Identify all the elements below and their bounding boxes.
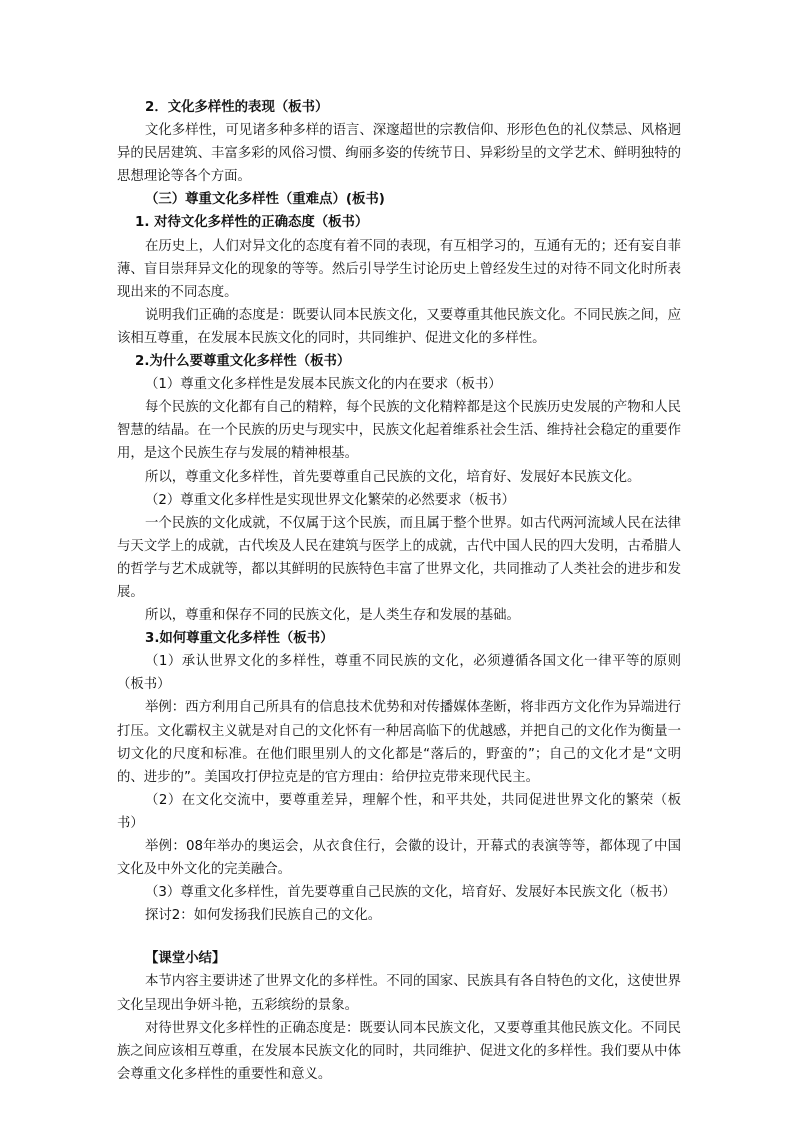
paragraph: （3）尊重文化多样性，首先要尊重自己民族的文化，培育好、发展好本民族文化（板书） xyxy=(145,885,676,901)
paragraph: 文化多样性，可见诸多种多样的语言、深邃超世的宗教信仰、形形色色的礼仪禁忌、风格迥异的民居建筑、丰富多彩的风俗习惯、绚丽多姿的传统节日、异彩纷呈的文学艺术、鲜明独特的思想理论等各个方面。 xyxy=(117,123,681,185)
paragraph: （2）在文化交流中，要尊重差异，理解个性，和平共处，共同促进世界文化的繁荣（板书） xyxy=(117,792,681,831)
paragraph: 在历史上，人们对异文化的态度有着不同的表现，有互相学习的，互通有无的；还有妄自菲薄、盲目崇拜异文化的现象的等等。然后引导学生讨论历史上曾经发生过的对待不同文化时所表现出来的不同态度。 xyxy=(117,238,681,300)
paragraph: （1）尊重文化多样性是发展本民族文化的内在要求（板书） xyxy=(145,377,502,393)
paragraph: 探讨2：如何发扬我们民族自己的文化。 xyxy=(145,908,382,924)
paragraph: 所以，尊重和保存不同的民族文化，是人类生存和发展的基础。 xyxy=(145,608,520,624)
heading-respect-diversity: （三）尊重文化多样性（重难点）(板书) xyxy=(145,192,385,208)
paragraph: 一个民族的文化成就，不仅属于这个民族，而且属于整个世界。如古代两河流域人民在法律与天文学上的成就，古代埃及人民在建筑与医学上的成就，古代中国人民的四大发明，古希腊人的哲学与艺术成就等，都以其鲜明的民族特色丰富了世界文化，共同推动了人类社会的进步和发展。 xyxy=(117,515,681,600)
paragraph: （2）尊重文化多样性是实现世界文化繁荣的必然要求（板书） xyxy=(145,492,516,508)
heading-why-respect: 2.为什么要尊重文化多样性（板书） xyxy=(135,354,351,370)
paragraph: 每个民族的文化都有自己的精粹，每个民族的文化精粹都是这个民族历史发展的产物和人民智慧的结晶。在一个民族的历史与现实中，民族文化起着维系社会生活、维持社会稳定的重要作用，是这个民族生存与发展的精神根基。 xyxy=(117,400,681,462)
paragraph: 对待世界文化多样性的正确态度是：既要认同本民族文化，又要尊重其他民族文化。不同民族之间应该相互尊重，在发展本民族文化的同时，共同维护、促进文化的多样性。我们要从中体会尊重文化多样性的重要性和意义。 xyxy=(117,1020,681,1082)
paragraph: （1）承认世界文化的多样性，尊重不同民族的文化，必须遵循各国文化一律平等的原则（板书） xyxy=(117,654,681,693)
document-body xyxy=(117,96,681,1086)
paragraph: 所以，尊重文化多样性，首先要尊重自己民族的文化，培育好、发展好本民族文化。 xyxy=(145,469,641,485)
heading-class-summary: 【课堂小结】 xyxy=(145,951,226,967)
paragraph: 本节内容主要讲述了世界文化的多样性。不同的国家、民族具有各自特色的文化，这使世界文化呈现出争妍斗艳，五彩缤纷的景象。 xyxy=(117,974,681,1013)
paragraph: 举例：08年举办的奥运会，从衣食住行，会徽的设计，开幕式的表演等等，都体现了中国文化及中外文化的完美融合。 xyxy=(117,839,681,878)
paragraph: 举例：西方利用自己所具有的信息技术优势和对传播媒体垄断，将非西方文化作为异端进行打压。文化霸权主义就是对自己的文化怀有一种居高临下的优越感，并把自己的文化作为衡量一切文化的尺度和标准。在他们眼里别人的文化都是“落后的，野蛮的”；自己的文化才是“文明的、进步的”。美国攻打伊拉克是的官方理由：给伊拉克带来现代民主。 xyxy=(117,700,681,785)
heading-correct-attitude: 1. 对待文化多样性的正确态度（板书） xyxy=(135,215,369,231)
heading-diversity-expressions: 2．文化多样性的表现（板书） xyxy=(145,100,329,115)
paragraph: 说明我们正确的态度是：既要认同本民族文化，又要尊重其他民族文化。不同民族之间，应该相互尊重，在发展本民族文化的同时，共同维护、促进文化的多样性。 xyxy=(117,307,681,346)
heading-how-respect: 3.如何尊重文化多样性（板书） xyxy=(145,631,334,647)
